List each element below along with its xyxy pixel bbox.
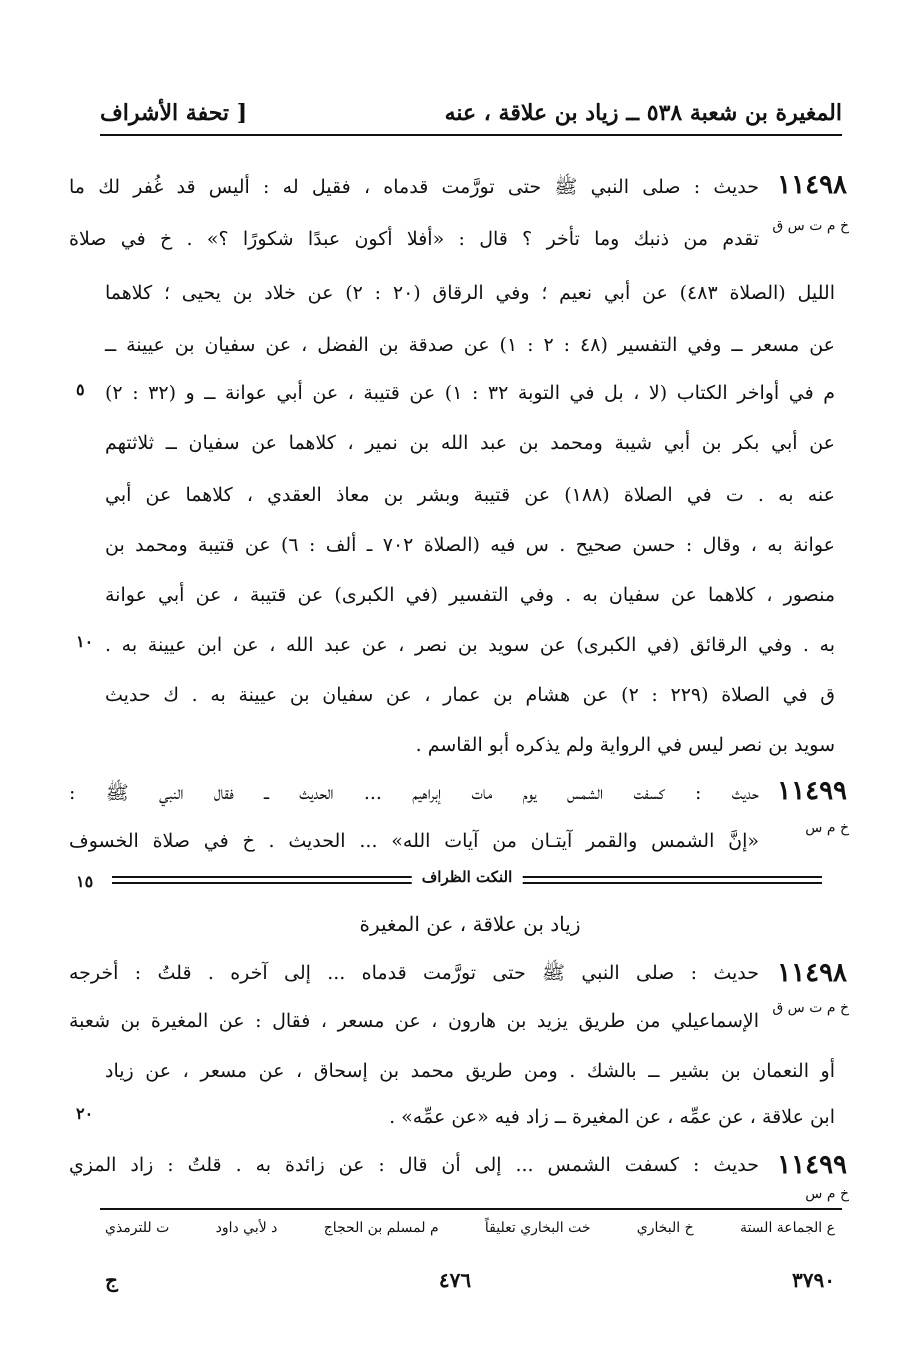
nukat-symbols: خ م س <box>805 1186 849 1202</box>
line-number-5: ٥ <box>76 380 85 399</box>
line-number-20: ٢٠ <box>76 1104 94 1123</box>
hadith-symbols: خ م ت س ق <box>772 218 849 234</box>
text-line: به . وفي الرقائق (في الكبرى) عن سويد بن نصر ، عن عبد الله ، عن ابن عيينة به . <box>105 634 835 656</box>
line-number-15: ١٥ <box>76 872 94 891</box>
text-line: ق في الصلاة (٢٢٩ : ٢) عن هشام بن عمار ، عن سفيان بن عيينة به . ك حديث <box>105 684 836 706</box>
footer-number-right: ٣٧٩٠ <box>792 1268 835 1292</box>
footnote-item: خ البخاري <box>636 1220 694 1236</box>
footnote-item: م لمسلم بن الحجاج <box>323 1220 439 1236</box>
hadith-number: ١١٤٩٨ <box>777 170 847 200</box>
hadith-number: ١١٤٩٩ <box>777 776 847 806</box>
footnote-rule <box>100 1208 842 1210</box>
text-line: «إنَّ الشمس والقمر آيتـان من آيات الله» ... الحديث . خ في صلاة الخسوف <box>69 830 759 852</box>
text-line: أو النعمان بن بشير ــ بالشك . ومن طريق محمد بن إسحاق ، عن مسعر ، عن زياد <box>105 1060 835 1082</box>
header-rule <box>100 134 842 136</box>
footnote-legend <box>105 1220 835 1236</box>
volume-marker: ج <box>105 1268 118 1292</box>
text-line: م في أواخر الكتاب (لا ، بل في التوبة ٣٢ : ١) عن قتيبة ، عن أبي عوانة ــ و (٣٢ : ٢) <box>105 382 835 404</box>
text-line: تقدم من ذنبك وما تأخر ؟ قال : «أفلا أكون عبدًا شكورًا ؟» . خ في صلاة <box>69 228 759 250</box>
page-footer <box>105 1268 835 1292</box>
footnote-item: د لأبي داود <box>215 1220 278 1236</box>
text-line: حديث : صلى النبي ﷺ حتى تورَّمت قدماه ، فقيل له : أليس قد غُفر لك ما <box>69 176 759 198</box>
section-subtitle: زياد بن علاقة ، عن المغيرة <box>359 912 581 936</box>
footnote-item: ت للترمذي <box>105 1220 170 1236</box>
divider-label: النكت الظراف <box>412 868 523 886</box>
footnote-item: ع الجماعة الستة <box>739 1220 835 1236</box>
text-line: عن أبي بكر بن أبي شيبة ومحمد بن عبد الله بن نمير ، كلاهما عن سفيان ــ ثلاثتهم <box>105 432 835 454</box>
section-divider <box>112 868 822 892</box>
text-line: ابن علاقة ، عن عمِّه ، عن المغيرة ــ زاد فيه «عن عمِّه» . <box>389 1106 835 1128</box>
text-line: الليل (الصلاة ٤٨٣) عن أبي نعيم ؛ وفي الرقاق (٢٠ : ٢) عن خلاد بن يحيى ؛ كلاهما <box>105 282 835 304</box>
hadith-symbols: خ م س <box>805 820 849 836</box>
text-line: عن مسعر ــ وفي التفسير (٤٨ : ٢ : ١) عن صدقة بن الفضل ، عن سفيان بن عيينة ــ <box>105 334 836 356</box>
text-line: حديث : صلى النبي ﷺ حتى تورَّمت قدماه ... إلى آخره . قلتُ : أخرجه <box>69 962 759 984</box>
header-right-title: المغيرة بن شعبة ٥٣٨ ــ زياد بن علاقة ، عنه <box>444 100 842 126</box>
text-line: حديث : كسفت الشمس ... إلى أن قال : عن زائدة به . قلتُ : زاد المزي <box>69 1154 759 1176</box>
text-line: عنه به . ت في الصلاة (١٨٨) عن قتيبة وبشر بن معاذ العقدي ، كلاهما عن أبي <box>105 484 835 506</box>
running-header <box>100 86 842 126</box>
text-line: حديث : كسفت الشمس يوم مات إبراهيم ... الحديث ــ فقال النبي ﷺ : <box>69 782 759 804</box>
text-line: سويد بن نصر ليس في الرواية ولم يذكره أبو القاسم . <box>415 734 835 756</box>
footnote-item: خت البخاري تعليقاً <box>484 1220 591 1236</box>
header-left-title: [ تحفة الأشراف <box>100 100 248 126</box>
line-number-10: ١٠ <box>76 632 94 651</box>
text-line: الإسماعيلي من طريق يزيد بن هارون ، عن مسعر ، فقال : عن المغيرة بن شعبة <box>69 1010 759 1032</box>
text-line: عوانة به ، وقال : حسن صحيح . س فيه (الصلاة ٧٠٢ ـ ألف : ٦) عن قتيبة ومحمد بن <box>105 534 835 556</box>
nukat-number: ١١٤٩٩ <box>777 1150 847 1180</box>
nukat-number: ١١٤٩٨ <box>777 958 847 988</box>
text-line: منصور ، كلاهما عن سفيان به . وفي التفسير (في الكبرى) عن قتيبة ، عن أبي عوانة <box>105 584 835 606</box>
page-number: ٤٧٦ <box>438 1268 472 1292</box>
nukat-symbols: خ م ت س ق <box>772 1000 849 1016</box>
